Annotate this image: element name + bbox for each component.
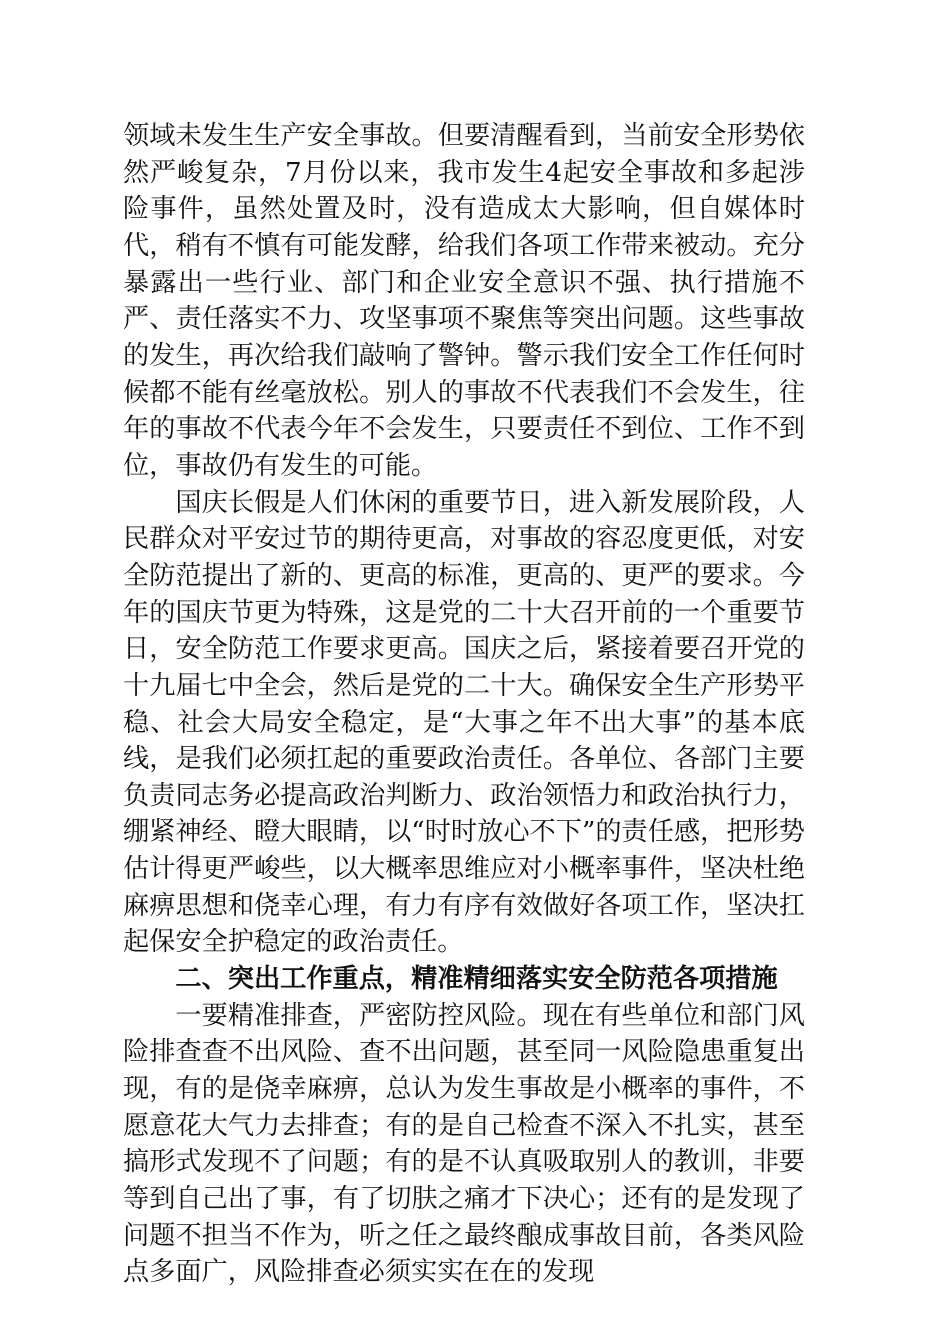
paragraph-national-day: 国庆长假是人们休闲的重要节日，进入新发展阶段，人民群众对平安过节的期待更高，对事故的容忍度更低，对安全防范提出了新的、更高的标准，更高的、更严的要求。今年的国庆节更为特殊，这是党的二十大召开前的一个重要节日，安全防范工作要求更高。国庆之后，紧接着要召开党的十九届七中全会，然后是党的二十大。确保安全生产形势平稳、社会大局安全稳定，是“大事之年不出大事”的基本底线，是我们必须扛起的重要政治责任。各单位、各部门主要负责同志务必提高政治判断力、政治领悟力和政治执行力，绷紧神经、瞪大眼睛，以“时时放心不下”的责任感，把形势估计得更严峻些，以大概率思维应对小概率事件，坚决杜绝麻痹思想和侥幸心理，有力有序有效做好各项工作，坚决扛起保安全护稳定的政治责任。 (123, 487, 805, 958)
document-body (123, 118, 805, 1291)
paragraph-risk-screening: 一要精准排查，严密防控风险。现在有些单位和部门风险排查查不出风险、查不出问题，甚至同一风险隐患重复出现，有的是侥幸麻痹，总认为发生事故是小概率的事件，不愿意花大气力去排查；有的是自己检查不深入不扎实，甚至搞形式发现不了问题；有的是不认真吸取别人的教训，非要等到自己出了事，有了切肤之痛才下决心；还有的是发现了问题不担当不作为，听之任之最终酿成事故目前，各类风险点多面广，风险排查必须实实在在的发现 (123, 1000, 805, 1288)
paragraph-continuation: 领域未发生生产安全事故。但要清醒看到，当前安全形势依然严峻复杂，7月份以来，我市发生4起安全事故和多起涉险事件，虽然处置及时，没有造成太大影响，但自媒体时代，稍有不慎有可能发酵，给我们各项工作带来被动。充分暴露出一些行业、部门和企业安全意识不强、执行措施不严、责任落实不力、攻坚事项不聚焦等突出问题。这些事故的发生，再次给我们敲响了警钟。警示我们安全工作任何时候都不能有丝毫放松。别人的事故不代表我们不会发生，往年的事故不代表今年不会发生，只要责任不到位、工作不到位，事故仍有发生的可能。 (123, 121, 805, 481)
section-heading: 二、突出工作重点，精准精细落实安全防范各项措施 (175, 963, 778, 995)
